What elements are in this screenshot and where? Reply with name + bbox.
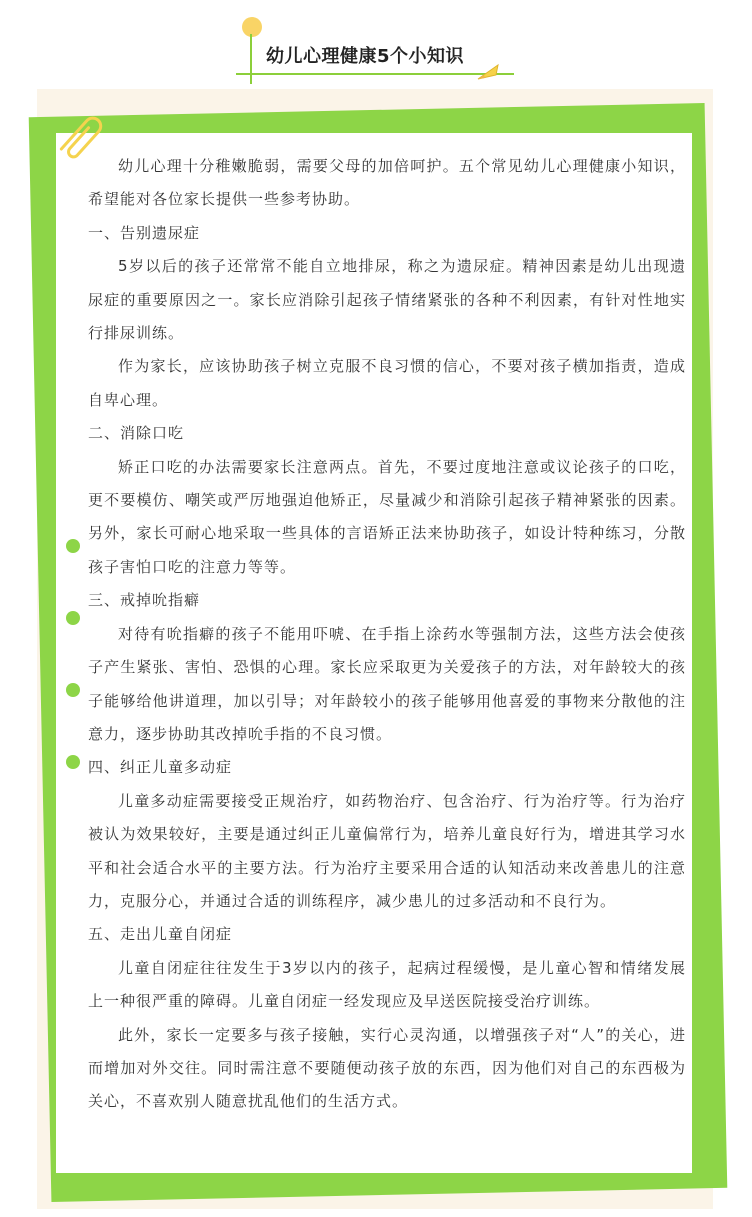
- page-title: 幼儿心理健康5个小知识: [266, 46, 465, 67]
- section-heading: 一、告别遗尿症: [88, 223, 201, 242]
- body-paragraph: 儿童多动症需要接受正规治疗，如药物治疗、包含治疗、行为治疗等。行为治疗被认为效果较好，主要是通过纠正儿童偏常行为，培养儿童良好行为，增进其学习水平和社会适合水平的主要方法。行为治疗主要采用合适的认知活动来改善患儿的注意力，克服分心，并通过合适的训练程序，减少患儿的过多活动和不良行为。: [88, 791, 686, 910]
- intro-paragraph: 幼儿心理十分稚嫩脆弱，需要父母的加倍呵护。五个常见幼儿心理健康小知识，希望能对各位家长提供一些参考协助。: [88, 157, 686, 209]
- vertical-line-decoration: [250, 34, 252, 84]
- section-heading: 四、纠正儿童多动症: [88, 758, 233, 777]
- green-dot-decoration: [66, 611, 80, 625]
- pencil-icon: [476, 63, 500, 81]
- horizontal-line-decoration: [236, 73, 514, 75]
- green-dot-decoration: [66, 755, 80, 769]
- section-heading: 五、走出儿童自闭症: [88, 925, 233, 944]
- body-paragraph: 作为家长，应该协助孩子树立克服不良习惯的信心，不要对孩子横加指责，造成自卑心理。: [88, 357, 686, 409]
- section-heading: 二、消除口吃: [88, 424, 185, 443]
- yellow-dot-decoration: [242, 17, 262, 37]
- body-paragraph: 此外，家长一定要多与孩子接触，实行心灵沟通，以增强孩子对“人”的关心，进而增加对外交往。同时需注意不要随便动孩子放的东西，因为他们对自己的东西极为关心，不喜欢别人随意扰乱他们的生活方式。: [88, 1025, 686, 1111]
- header: [0, 0, 752, 92]
- article-body: [88, 150, 686, 1119]
- green-dot-decoration: [66, 539, 80, 553]
- body-paragraph: 儿童自闭症往往发生于3岁以内的孩子，起病过程缓慢，是儿童心智和情绪发展上一种很严重的障碍。儿童自闭症一经发现应及早送医院接受治疗训练。: [88, 958, 686, 1011]
- body-paragraph: 对待有吮指癖的孩子不能用吓唬、在手指上涂药水等强制方法，这些方法会使孩子产生紧张、害怕、恐惧的心理。家长应采取更为关爱孩子的方法，对年龄较大的孩子能够给他讲道理，加以引导；对年龄较小的孩子能够用他喜爱的事物来分散他的注意力，逐步协助其改掉吮手指的不良习惯。: [88, 624, 686, 743]
- section-heading: 三、戒掉吮指癖: [88, 591, 201, 610]
- green-dot-decoration: [66, 683, 80, 697]
- body-paragraph: 矫正口吃的办法需要家长注意两点。首先，不要过度地注意或议论孩子的口吃，更不要模仿、嘲笑或严厉地强迫他矫正，尽量减少和消除引起孩子精神紧张的因素。另外，家长可耐心地采取一些具体的言语矫正法来协助孩子，如设计特种练习，分散孩子害怕口吃的注意力等等。: [88, 457, 686, 576]
- body-paragraph: 5岁以后的孩子还常常不能自立地排尿，称之为遗尿症。精神因素是幼儿出现遗尿症的重要原因之一。家长应消除引起孩子情绪紧张的各种不利因素，有针对性地实行排尿训练。: [88, 257, 686, 343]
